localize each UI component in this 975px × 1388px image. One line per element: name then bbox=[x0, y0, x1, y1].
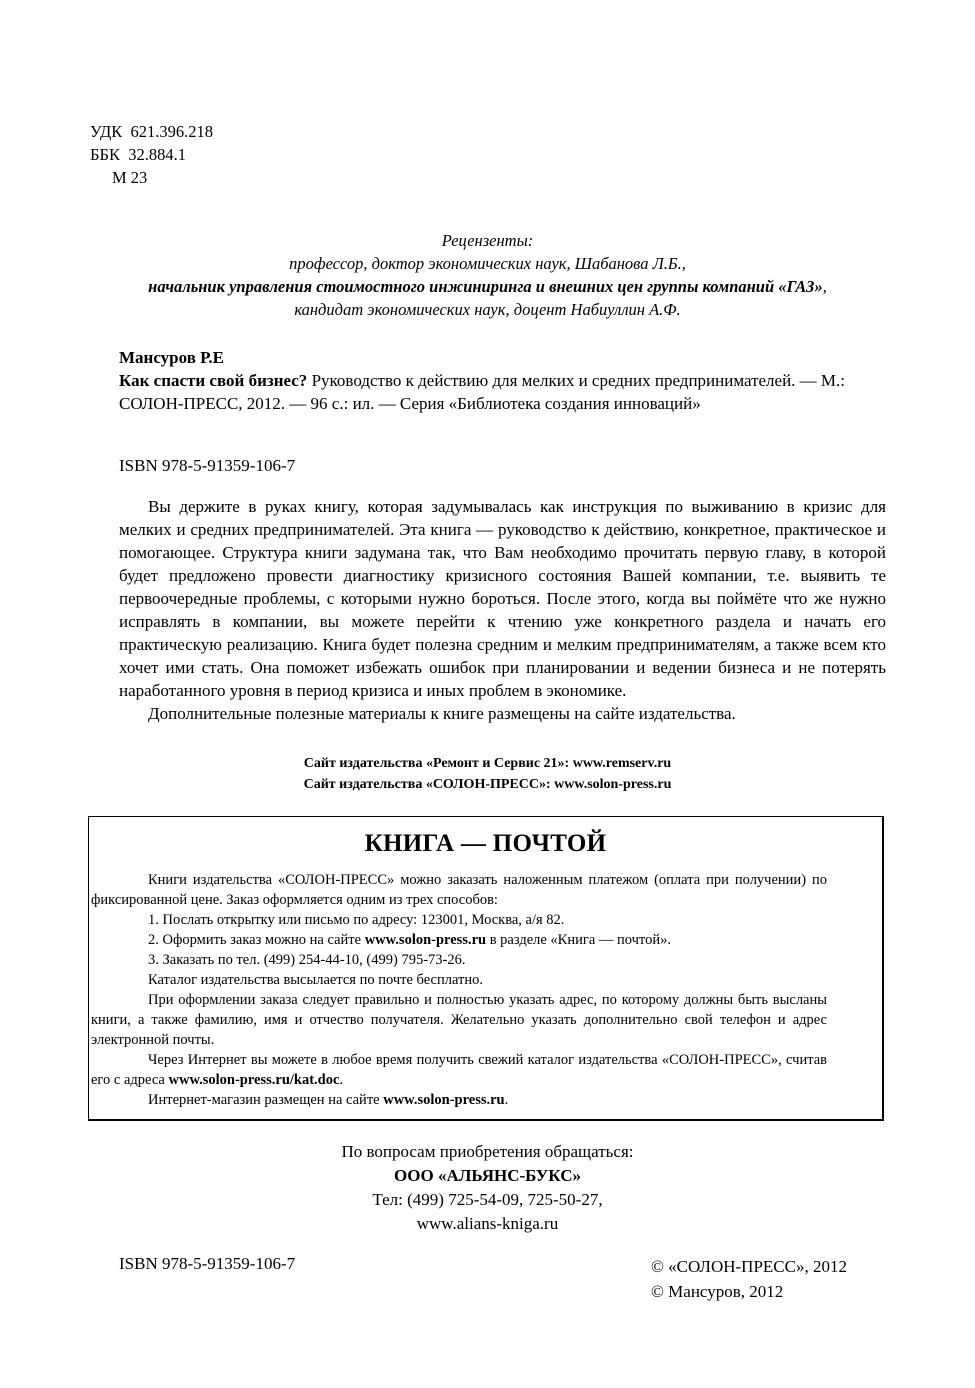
order-p8-tail: . bbox=[504, 1092, 509, 1108]
order-paragraph-2: 1. Послать открытку или письмо по адресу: 123001, Москва, а/я 82. bbox=[148, 912, 565, 928]
order-paragraph-5: Каталог издательства высылается по почте бесплатно. bbox=[148, 972, 483, 988]
mail-order-box bbox=[88, 816, 884, 1121]
annotation-paragraph-2: Дополнительные полезные материалы к книге размещены на сайте издательства. bbox=[148, 704, 736, 723]
isbn-bottom: ISBN 978-5-91359-106-7 bbox=[119, 1254, 296, 1273]
distributor-name: ООО «АЛЬЯНС-БУКС» bbox=[394, 1166, 581, 1185]
udk-code: УДК 621.396.218 bbox=[90, 122, 214, 141]
order-p8-link: www.solon-press.ru bbox=[383, 1092, 505, 1108]
author-name: Мансуров Р.Е bbox=[119, 348, 224, 367]
order-paragraph-3 bbox=[91, 930, 827, 950]
order-paragraph-7 bbox=[91, 1050, 827, 1090]
reviewer-2-comma: , bbox=[822, 277, 827, 296]
order-paragraph-1: Книги издательства «СОЛОН-ПРЕСС» можно заказать наложенным платежом (оплата при получении) по фиксированной цене. Заказ оформляется одним из трех способов: bbox=[91, 872, 827, 908]
order-p3-tail: в разделе «Книга — почтой». bbox=[486, 932, 671, 948]
distributor-site: www.alians-kniga.ru bbox=[416, 1214, 559, 1233]
bbk-code: ББК 32.884.1 bbox=[90, 145, 186, 164]
mail-order-text bbox=[91, 870, 827, 1110]
order-paragraph-4: 3. Заказать по тел. (499) 254-44-10, (499) 795-73-26. bbox=[148, 952, 466, 968]
author-mark: М 23 bbox=[112, 168, 148, 187]
book-title: Как спасти свой бизнес? bbox=[119, 371, 308, 390]
order-p7-text: Через Интернет вы можете в любое время получить свежий каталог издательства «СОЛОН-ПРЕСС», считав его с адреса bbox=[91, 1052, 827, 1088]
publisher-sites bbox=[0, 753, 975, 795]
annotation bbox=[119, 495, 886, 725]
distributor-phone: Тел: (499) 725-54-09, 725-50-27, bbox=[372, 1190, 603, 1209]
order-paragraph-8 bbox=[91, 1090, 827, 1110]
order-p7-tail: . bbox=[339, 1072, 344, 1088]
book-description: Руководство к действию для мелких и средних предпринимателей. — М.: СОЛОН-ПРЕСС, 2012. — 96 с.: ил. — Серия «Библиотека создания инноваций» bbox=[119, 371, 846, 413]
purchase-contacts bbox=[0, 1140, 975, 1236]
isbn-top: ISBN 978-5-91359-106-7 bbox=[119, 456, 296, 475]
classification-codes bbox=[90, 120, 213, 189]
reviewer-1: профессор, доктор экономических наук, Шабанова Л.Б., bbox=[289, 254, 686, 273]
annotation-paragraph-1: Вы держите в руках книгу, которая задумывалась как инструкция по выживанию в кризис для мелких и средних предпринимателей. Эта книга — руководство к действию, конкретное, практическое и помогающее. Структура книги задумана так, что Вам необходимо прочитать первую главу, в которой будет предложено провести диагностику кризисного состояния Вашей компании, т.е. выявить те первоочередные проблемы, с которыми нужно бороться. После этого, когда вы поймёте что же нужно исправлять в компании, вы можете перейти к чтению уже конкретного раздела и начать его практическую реализацию. Книга будет полезна средним и мелким предпринимателям, а также всем кто хочет ими стать. Она поможет избежать ошибок при планировании и ведении бизнеса и не потерять наработанного уровня в период кризиса и иных проблем в экономике. bbox=[119, 497, 886, 700]
reviewer-2 bbox=[0, 275, 975, 298]
site-remserv: Сайт издательства «Ремонт и Сервис 21»: www.remserv.ru bbox=[303, 756, 672, 771]
site-solon: Сайт издательства «СОЛОН-ПРЕСС»: www.solon-press.ru bbox=[303, 777, 672, 792]
order-p8-text: Интернет-магазин размещен на сайте bbox=[148, 1092, 384, 1108]
mail-order-title: КНИГА — ПОЧТОЙ bbox=[364, 830, 607, 857]
reviewers-block bbox=[0, 229, 975, 321]
order-p3-text: 2. Оформить заказ можно на сайте bbox=[148, 932, 365, 948]
bibliographic-record bbox=[119, 346, 859, 415]
order-paragraph-6: При оформлении заказа следует правильно и полностью указать адрес, по которому должны быть высланы книги, а также фамилию, имя и отчество получателя. Желательно указать дополнительно свой телефон и адрес электронной почты. bbox=[91, 992, 827, 1048]
order-p7-link: www.solon-press.ru/kat.doc bbox=[168, 1072, 340, 1088]
biblio-description bbox=[119, 369, 859, 415]
copyright-author: © Мансуров, 2012 bbox=[651, 1282, 784, 1301]
reviewer-2-text: начальник управления стоимостного инжиниринга и внешних цен группы компаний «ГАЗ» bbox=[148, 277, 823, 296]
reviewer-3: кандидат экономических наук, доцент Набиуллин А.Ф. bbox=[294, 300, 681, 319]
reviewers-heading: Рецензенты: bbox=[441, 231, 534, 250]
order-p3-link: www.solon-press.ru bbox=[364, 932, 487, 948]
copyright-publisher: © «СОЛОН-ПРЕСС», 2012 bbox=[651, 1257, 847, 1276]
contacts-heading: По вопросам приобретения обращаться: bbox=[341, 1142, 634, 1161]
copyright-block bbox=[651, 1254, 847, 1304]
